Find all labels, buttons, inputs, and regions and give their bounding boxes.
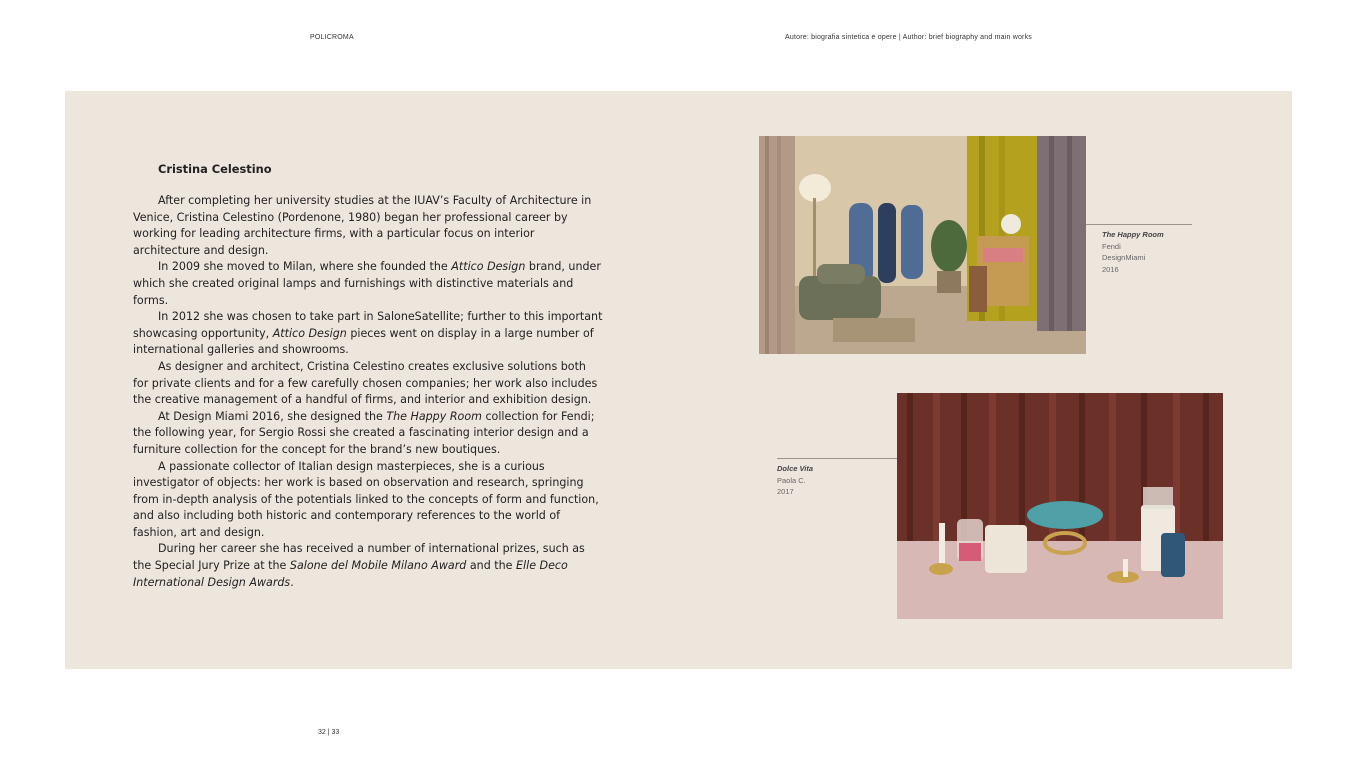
caption-leader-line xyxy=(1086,224,1192,225)
article-paragraph xyxy=(133,359,603,409)
article-body xyxy=(133,193,603,591)
article-paragraph xyxy=(133,259,603,309)
caption-year: 2016 xyxy=(1102,264,1119,274)
article-paragraph xyxy=(133,409,603,459)
page-numbers: 32 | 33 xyxy=(318,729,340,736)
paragraph-text: A passionate collector of Italian design masterpieces, she is a curious investigator of objects: her work is based on observation and research, springing from in-depth analysis of the potentials linked to the concepts of form and function, and also including both historic and contemporary references to the world of fashion, art and design. xyxy=(133,459,599,539)
paragraph-text: After completing her university studies at the IUAV’s Faculty of Architecture in Venice, Cristina Celestino (Pordenone, 1980) began her professional career by working for leading architecture firms, with a particular focus on interior architecture and design. xyxy=(133,194,592,257)
running-header-right: Autore: biografia sintetica e opere | Author: brief biography and main works xyxy=(785,34,1032,41)
paragraph-text: During her career she has received a number of international prizes, such as the Special Jury Prize at the xyxy=(133,542,585,573)
paragraph-text: At Design Miami 2016, she designed the xyxy=(158,409,387,423)
article-paragraph xyxy=(133,309,603,359)
caption-designer: Paola C. xyxy=(777,475,806,485)
italic-title-text: Elle Deco International Design Awards xyxy=(133,559,568,589)
italic-title-text: Attico Design xyxy=(272,326,347,340)
caption-title: The Happy Room xyxy=(1102,230,1164,239)
paragraph-text: . xyxy=(290,575,294,589)
caption-leader-line xyxy=(777,458,897,459)
caption-event: DesignMiami xyxy=(1102,253,1146,262)
italic-title-text: The Happy Room xyxy=(386,409,482,423)
paragraph-text: collection for Fendi; the following year, for Sergio Rossi she created a fascinating interior design and a furniture collection for the concept for the brand’s new boutiques. xyxy=(133,409,595,456)
happy-room-photo xyxy=(759,136,1086,354)
paragraph-text: pieces went on display in a large number of international galleries and showrooms. xyxy=(133,326,594,357)
article-paragraph xyxy=(133,193,603,259)
italic-title-text: Attico Design xyxy=(451,260,526,274)
dolce-vita-photo xyxy=(897,393,1223,619)
paragraph-text: As designer and architect, Cristina Celestino creates exclusive solutions both for private clients and for a few carefully chosen companies; her work also includes the creative management of a handful of firms, and interior and exhibition design. xyxy=(133,359,598,407)
paragraph-text: In 2009 she moved to Milan, where she founded the xyxy=(158,260,452,274)
biography-article xyxy=(133,160,603,591)
happy-room-caption xyxy=(1102,229,1164,275)
dolce-vita-caption xyxy=(777,463,813,498)
caption-client: Fendi xyxy=(1102,241,1121,251)
running-header-left: POLICROMA xyxy=(310,34,354,41)
paragraph-text: and the xyxy=(466,559,517,573)
article-title: Cristina Celestino xyxy=(158,162,272,176)
article-paragraph xyxy=(133,541,603,591)
article-paragraph xyxy=(133,459,603,542)
italic-title-text: Salone del Mobile Milano Award xyxy=(289,559,467,573)
caption-title: Dolce Vita xyxy=(777,464,813,473)
caption-year: 2017 xyxy=(777,487,794,496)
paragraph-text: brand, under which she created original lamps and furnishings with distinctive materials and forms. xyxy=(133,260,601,307)
paragraph-text: In 2012 she was chosen to take part in SaloneSatellite; further to this important showcasing opportunity, xyxy=(133,310,603,340)
